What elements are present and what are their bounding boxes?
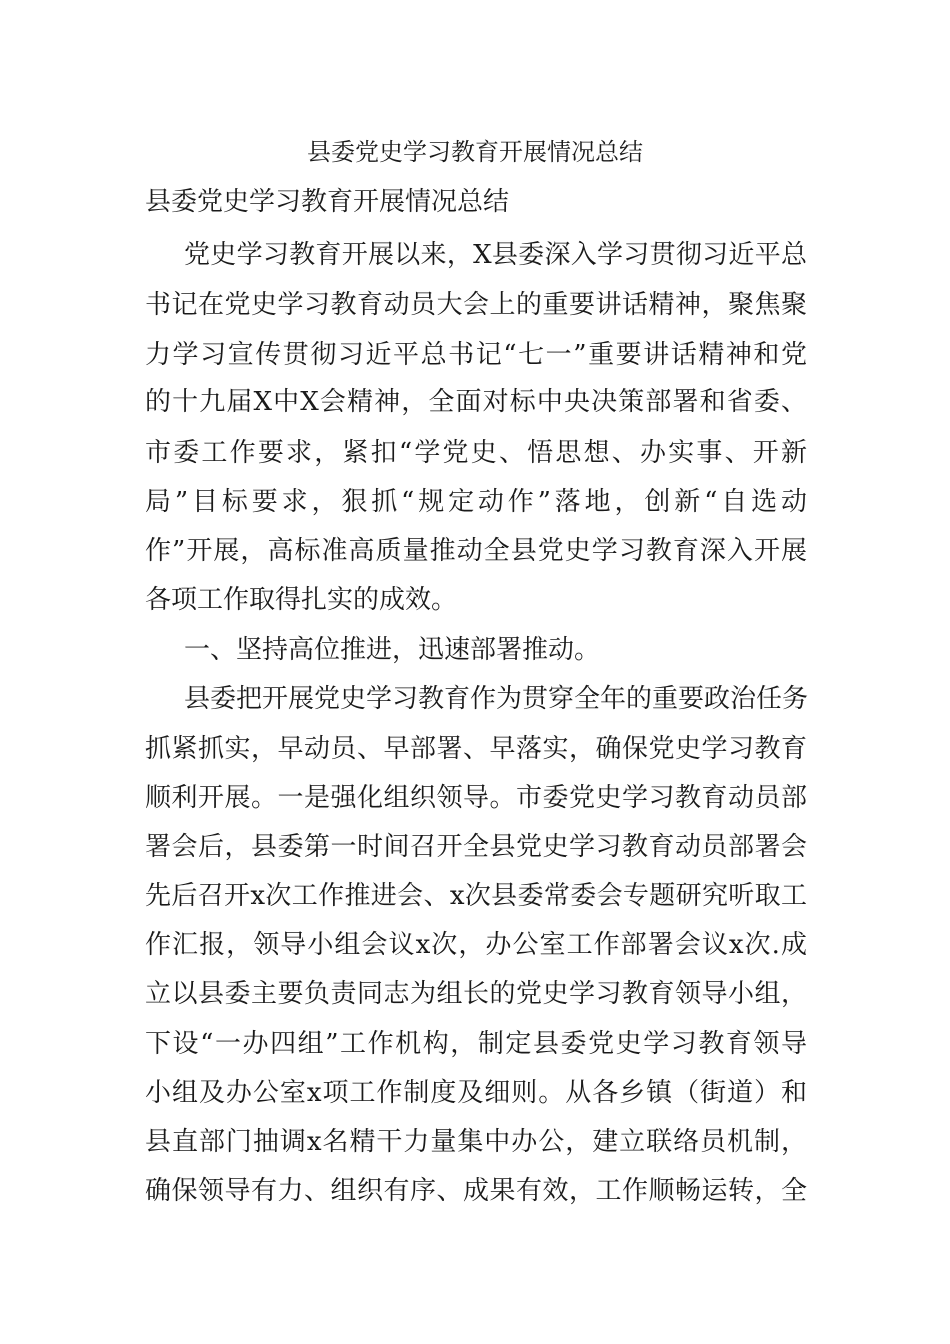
paragraph-line: 力学习宣传贯彻习近平总书记“七一”重要讲话精神和党 [145, 340, 807, 370]
paragraph-line: 的十九届X中X会精神，全面对标中央决策部署和省委、 [145, 387, 807, 417]
paragraph-line: 抓紧抓实，早动员、早部署、早落实，确保党史学习教育 [145, 734, 807, 764]
document-subtitle: 县委党史学习教育开展情况总结 [145, 187, 510, 217]
paragraph-line: 局”目标要求，狠抓“规定动作”落地，创新“自选动 [145, 487, 807, 517]
paragraph-line: 确保领导有力、组织有序、成果有效，工作顺畅运转，全 [145, 1176, 807, 1206]
paragraph-line: 作”开展，高标准高质量推动全县党史学习教育深入开展 [145, 536, 807, 566]
paragraph-line: 立以县委主要负责同志为组长的党史学习教育领导小组， [145, 979, 807, 1009]
paragraph-line: 党史学习教育开展以来，X县委深入学习贯彻习近平总 [184, 240, 807, 270]
paragraph-line: 县委把开展党史学习教育作为贯穿全年的重要政治任务 [184, 684, 809, 714]
document-title: 县委党史学习教育开展情况总结 [307, 138, 643, 166]
paragraph-line: 各项工作取得扎实的成效。 [145, 585, 458, 615]
paragraph-line: 作汇报，领导小组会议x次，办公室工作部署会议x次.成 [145, 930, 807, 960]
paragraph-line: 书记在党史学习教育动员大会上的重要讲话精神，聚焦聚 [145, 290, 807, 320]
paragraph-line: 下设“一办四组”工作机构，制定县委党史学习教育领导 [145, 1029, 807, 1059]
paragraph-line: 先后召开x次工作推进会、x次县委常委会专题研究听取工 [145, 881, 807, 911]
paragraph-line: 市委工作要求，紧扣“学党史、悟思想、办实事、开新 [145, 438, 807, 468]
paragraph-line: 小组及办公室x项工作制度及细则。从各乡镇（街道）和 [145, 1078, 807, 1108]
paragraph-line: 署会后，县委第一时间召开全县党史学习教育动员部署会 [145, 832, 807, 862]
section-heading: 一、坚持高位推进，迅速部署推动。 [184, 635, 601, 665]
paragraph-line: 顺利开展。一是强化组织领导。市委党史学习教育动员部 [145, 783, 807, 813]
paragraph-line: 县直部门抽调x名精干力量集中办公，建立联络员机制， [145, 1127, 807, 1157]
